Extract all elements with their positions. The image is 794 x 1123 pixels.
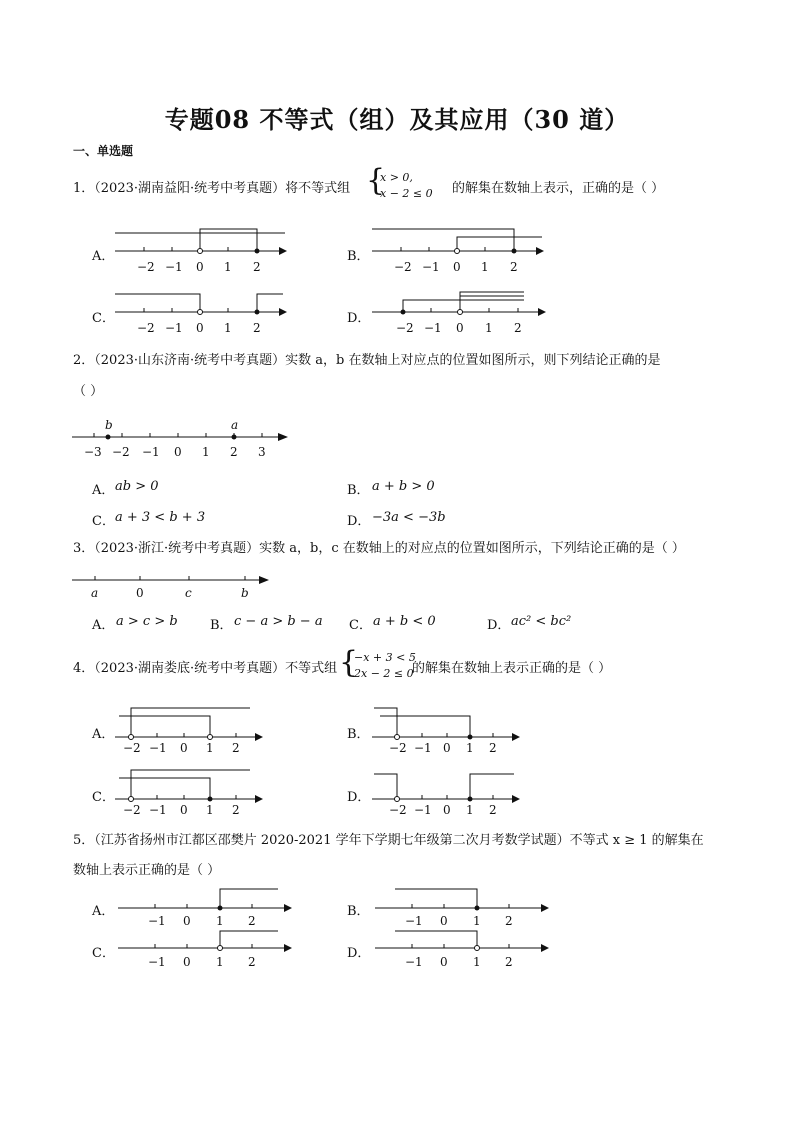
q3-option-b-text[interactable]: c − a > b − a [234,614,323,629]
q3-option-d-text[interactable]: ac² < bc² [511,614,572,629]
svg-text:−1: −1 [148,955,166,969]
q4-brace: { [339,645,359,680]
svg-text:2: 2 [248,955,256,969]
svg-text:a: a [231,418,239,432]
q2-option-b-label[interactable]: B． [347,483,370,498]
svg-text:0: 0 [196,321,204,335]
svg-text:−2: −2 [389,803,407,817]
svg-text:−1: −1 [405,955,423,969]
svg-text:0: 0 [183,955,191,969]
svg-text:−1: −1 [149,741,167,755]
question-3-stem: 3．（2023·浙江·统考中考真题）实数 a，b，c 在数轴上的对应点的位置如图所示，下列结论正确的是（ ） [73,541,685,556]
svg-text:2: 2 [505,955,513,969]
question-5-line2: 数轴上表示正确的是（ ） [73,863,221,878]
q3-option-c-label[interactable]: C． [349,618,372,633]
q4-option-b-numberline[interactable] [372,704,522,755]
svg-text:−2: −2 [137,260,155,274]
q2-numberline [72,416,292,461]
svg-text:1: 1 [224,321,232,335]
svg-text:−1: −1 [148,914,166,928]
q5-option-b-label[interactable]: B． [347,904,370,919]
q1-stem-before: 1．（2023·湖南益阳·统考中考真题）将不等式组 [73,181,351,196]
q3-option-b-label[interactable]: B． [210,618,233,633]
svg-text:−2: −2 [123,741,141,755]
q4-option-c-label[interactable]: C． [92,790,115,805]
svg-text:−2: −2 [394,260,412,274]
svg-text:1: 1 [224,260,232,274]
question-5-line1: 5．（江苏省扬州市江都区邵樊片 2020-2021 学年下学期七年级第二次月考数学试题）不等式 x ≥ 1 的解集在 [73,833,704,848]
q2-option-a-text[interactable]: ab > 0 [115,479,159,494]
svg-text:2: 2 [253,321,261,335]
q5-option-a-numberline[interactable] [118,884,298,928]
svg-text:1: 1 [473,955,481,969]
q1-option-c-numberline[interactable] [115,288,290,338]
q4-option-d-numberline[interactable] [372,766,522,817]
svg-text:3: 3 [258,445,266,459]
svg-text:0: 0 [440,914,448,928]
svg-text:−2: −2 [123,803,141,817]
svg-text:−1: −1 [414,741,432,755]
q4-option-a-label[interactable]: A． [92,727,115,742]
q1-option-c-label[interactable]: C． [92,311,115,326]
q1-stem-after: 的解集在数轴上表示，正确的是（ ） [452,181,665,196]
svg-text:2: 2 [232,803,240,817]
svg-text:2: 2 [514,321,522,335]
svg-text:0: 0 [440,955,448,969]
q2-point-b [106,435,111,440]
q4-system-line2: 2x − 2 ≤ 0 [354,667,414,680]
question-2-line2: （ ） [73,384,104,399]
q3-numberline [72,570,277,602]
svg-text:2: 2 [510,260,518,274]
q2-point-a [232,435,237,440]
svg-text:1: 1 [216,955,224,969]
svg-text:1: 1 [206,741,214,755]
q4-system-line1: −x + 3 < 5 [354,651,416,664]
q1-option-d-numberline[interactable] [372,288,552,338]
svg-text:0: 0 [183,914,191,928]
q4-stem-after: 的解集在数轴上表示正确的是（ ） [412,661,612,676]
q1-option-d-label[interactable]: D． [347,311,371,326]
svg-text:2: 2 [230,445,238,459]
q2-option-b-text[interactable]: a + b > 0 [372,479,435,494]
svg-text:0: 0 [180,741,188,755]
svg-text:2: 2 [505,914,513,928]
q3-option-d-label[interactable]: D． [487,618,511,633]
q1-brace: { [366,163,386,198]
q4-option-a-numberline[interactable] [115,704,265,755]
svg-text:−1: −1 [165,260,183,274]
q3-option-a-text[interactable]: a > c > b [116,614,178,629]
q4-option-d-label[interactable]: D． [347,790,371,805]
q2-option-c-text[interactable]: a + 3 < b + 3 [115,510,206,525]
q5-option-b-numberline[interactable] [375,884,555,928]
svg-text:2: 2 [489,741,497,755]
svg-text:c: c [185,586,192,600]
q3-option-c-text[interactable]: a + b < 0 [373,614,436,629]
svg-text:1: 1 [466,803,474,817]
q5-option-a-label[interactable]: A． [92,904,115,919]
q2-option-d-label[interactable]: D． [347,514,371,529]
svg-text:0: 0 [443,741,451,755]
q1-option-a-label[interactable]: A． [92,249,115,264]
svg-text:1: 1 [216,914,224,928]
q1-option-b-label[interactable]: B． [347,249,370,264]
svg-text:1: 1 [473,914,481,928]
page-title: 专题08 不等式（组）及其应用（30 道） [164,105,630,134]
svg-text:1: 1 [466,741,474,755]
section-heading: 一、单选题 [73,144,134,158]
q2-option-c-label[interactable]: C． [92,514,115,529]
q4-option-b-label[interactable]: B． [347,727,370,742]
svg-text:0: 0 [180,803,188,817]
q5-option-c-numberline[interactable] [118,926,298,970]
svg-text:2: 2 [253,260,261,274]
svg-text:−1: −1 [405,914,423,928]
svg-text:1: 1 [481,260,489,274]
q3-option-a-label[interactable]: A． [92,618,115,633]
svg-text:0: 0 [456,321,464,335]
q4-system [354,650,416,682]
svg-text:−1: −1 [165,321,183,335]
svg-text:2: 2 [232,741,240,755]
svg-text:1: 1 [206,803,214,817]
svg-text:−2: −2 [112,445,130,459]
svg-text:−1: −1 [149,803,167,817]
svg-text:b: b [105,418,113,432]
q1-system [380,170,433,202]
q1-system-line1: x > 0, [380,171,413,184]
svg-text:0: 0 [196,260,204,274]
svg-text:−2: −2 [137,321,155,335]
svg-text:0: 0 [174,445,182,459]
question-2-line1: 2．（2023·山东济南·统考中考真题）实数 a，b 在数轴上对应点的位置如图所示，则下列结论正确的是 [73,353,661,368]
svg-text:−1: −1 [424,321,442,335]
question-1-stem [73,180,350,198]
svg-text:a: a [91,586,99,600]
svg-text:0: 0 [443,803,451,817]
q5-option-c-label[interactable]: C． [92,946,115,961]
svg-text:1: 1 [202,445,210,459]
svg-text:−1: −1 [414,803,432,817]
q1-system-line2: x − 2 ≤ 0 [380,187,433,200]
q2-option-d-text[interactable]: −3a < −3b [372,510,446,525]
svg-text:−2: −2 [389,741,407,755]
svg-text:1: 1 [485,321,493,335]
q5-option-d-numberline[interactable] [375,926,555,970]
svg-text:−3: −3 [84,445,102,459]
svg-text:−1: −1 [142,445,160,459]
svg-text:0: 0 [453,260,461,274]
q1-option-b-numberline[interactable] [372,225,547,275]
svg-text:2: 2 [489,803,497,817]
svg-text:−2: −2 [396,321,414,335]
svg-text:0: 0 [136,586,144,600]
question-4-stem-before: 4．（2023·湖南娄底·统考中考真题）不等式组 [73,661,338,676]
q5-option-d-label[interactable]: D． [347,946,371,961]
q1-option-a-numberline[interactable] [115,225,290,275]
svg-text:b: b [241,586,249,600]
q4-option-c-numberline[interactable] [115,766,265,817]
q2-option-a-label[interactable]: A． [92,483,115,498]
svg-text:2: 2 [248,914,256,928]
svg-text:−1: −1 [422,260,440,274]
